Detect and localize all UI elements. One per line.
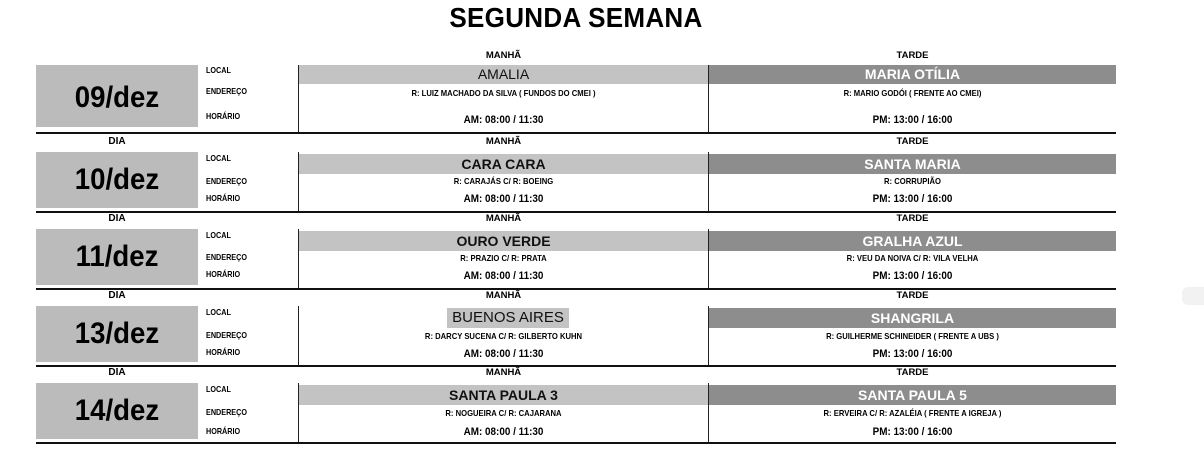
horario-label: HORÁRIO <box>206 193 241 203</box>
period-tarde: TARDE <box>896 50 929 61</box>
schedule-block-2 <box>36 138 1116 216</box>
date-label: 13/dez <box>74 317 160 350</box>
date-label: 14/dez <box>74 394 160 427</box>
local-label: LOCAL <box>206 384 231 394</box>
period-tarde: TARDE <box>896 290 929 301</box>
period-tarde: TARDE <box>896 213 929 224</box>
endereco-label: ENDEREÇO <box>206 407 247 417</box>
horario-am: AM: 08:00 / 11:30 <box>463 426 544 438</box>
local-pm: SANTA PAULA 5 <box>709 385 1116 405</box>
local-pm: SANTA MARIA <box>709 154 1116 174</box>
endereco-pm: R: MARIO GODÓI ( FRENTE AO CMEI) <box>843 88 982 98</box>
dia-label: DIA <box>108 136 126 147</box>
endereco-label: ENDEREÇO <box>206 176 247 186</box>
column-divider <box>298 306 299 366</box>
local-label: LOCAL <box>206 307 231 317</box>
local-label: LOCAL <box>206 153 231 163</box>
local-am: OURO VERDE <box>299 231 708 251</box>
local-am: CARA CARA <box>299 154 708 174</box>
horario-am: AM: 08:00 / 11:30 <box>463 348 544 360</box>
local-pm: MARIA OTÍLIA <box>709 65 1116 84</box>
schedule-block-3 <box>36 215 1116 293</box>
date-label: 11/dez <box>75 240 159 273</box>
horario-pm: PM: 13:00 / 16:00 <box>872 193 953 205</box>
endereco-label: ENDEREÇO <box>206 330 247 340</box>
page-title: SEGUNDA SEMANA <box>449 2 703 33</box>
endereco-am: R: NOGUEIRA C/ R: CAJARANA <box>445 408 562 418</box>
horario-am: AM: 08:00 / 11:30 <box>463 270 544 282</box>
horario-label: HORÁRIO <box>206 426 241 436</box>
schedule-block-5 <box>36 369 1116 447</box>
horario-pm: PM: 13:00 / 16:00 <box>872 114 953 126</box>
horario-am: AM: 08:00 / 11:30 <box>463 193 544 205</box>
local-pm: GRALHA AZUL <box>709 231 1116 251</box>
endereco-label: ENDEREÇO <box>206 252 247 262</box>
endereco-am: R: DARCY SUCENA C/ R: GILBERTO KUHN <box>424 331 583 341</box>
horario-pm: PM: 13:00 / 16:00 <box>872 426 953 438</box>
period-manha: MANHÃ <box>485 50 522 61</box>
local-am: AMALIA <box>299 65 708 84</box>
endereco-am: R: CARAJÁS C/ R: BOEING <box>453 176 554 186</box>
dia-label: DIA <box>108 213 126 224</box>
endereco-am: R: LUIZ MACHADO DA SILVA ( FUNDOS DO CMEI ) <box>411 88 596 98</box>
local-am: SANTA PAULA 3 <box>299 385 708 405</box>
row-separator <box>36 442 1116 444</box>
horario-pm: PM: 13:00 / 16:00 <box>872 270 953 282</box>
horario-label: HORÁRIO <box>206 111 241 121</box>
period-tarde: TARDE <box>896 136 929 147</box>
endereco-pm: R: ERVEIRA C/ R: AZALÉIA ( FRENTE A IGREJA ) <box>823 408 1002 418</box>
endereco-am: R: PRAZIO C/ R: PRATA <box>460 253 547 263</box>
period-manha: MANHÃ <box>485 136 522 147</box>
period-manha: MANHÃ <box>485 367 522 378</box>
endereco-pm: R: CORRUPIÃO <box>884 176 941 186</box>
local-label: LOCAL <box>206 230 231 240</box>
horario-am: AM: 08:00 / 11:30 <box>463 114 544 126</box>
dia-label: DIA <box>108 290 126 301</box>
schedule-block-4 <box>36 292 1116 370</box>
local-label: LOCAL <box>206 65 231 75</box>
date-label: 09/dez <box>74 81 160 114</box>
endereco-pm: R: VEU DA NOIVA C/ R: VILA VELHA <box>846 253 979 263</box>
local-pm: SHANGRILA <box>709 308 1116 328</box>
endereco-pm: R: GUILHERME SCHINEIDER ( FRENTE A UBS ) <box>826 331 999 341</box>
horario-pm: PM: 13:00 / 16:00 <box>872 348 953 360</box>
date-label: 10/dez <box>74 163 160 196</box>
period-manha: MANHÃ <box>485 290 522 301</box>
period-tarde: TARDE <box>896 367 929 378</box>
period-manha: MANHÃ <box>485 213 522 224</box>
horario-label: HORÁRIO <box>206 269 241 279</box>
schedule-block-1 <box>36 50 1116 128</box>
row-separator <box>36 132 1116 134</box>
endereco-label: ENDEREÇO <box>206 86 247 96</box>
edge-artifact <box>1182 287 1204 305</box>
dia-label: DIA <box>108 367 126 378</box>
horario-label: HORÁRIO <box>206 347 241 357</box>
local-am: BUENOS AIRES <box>447 308 569 328</box>
